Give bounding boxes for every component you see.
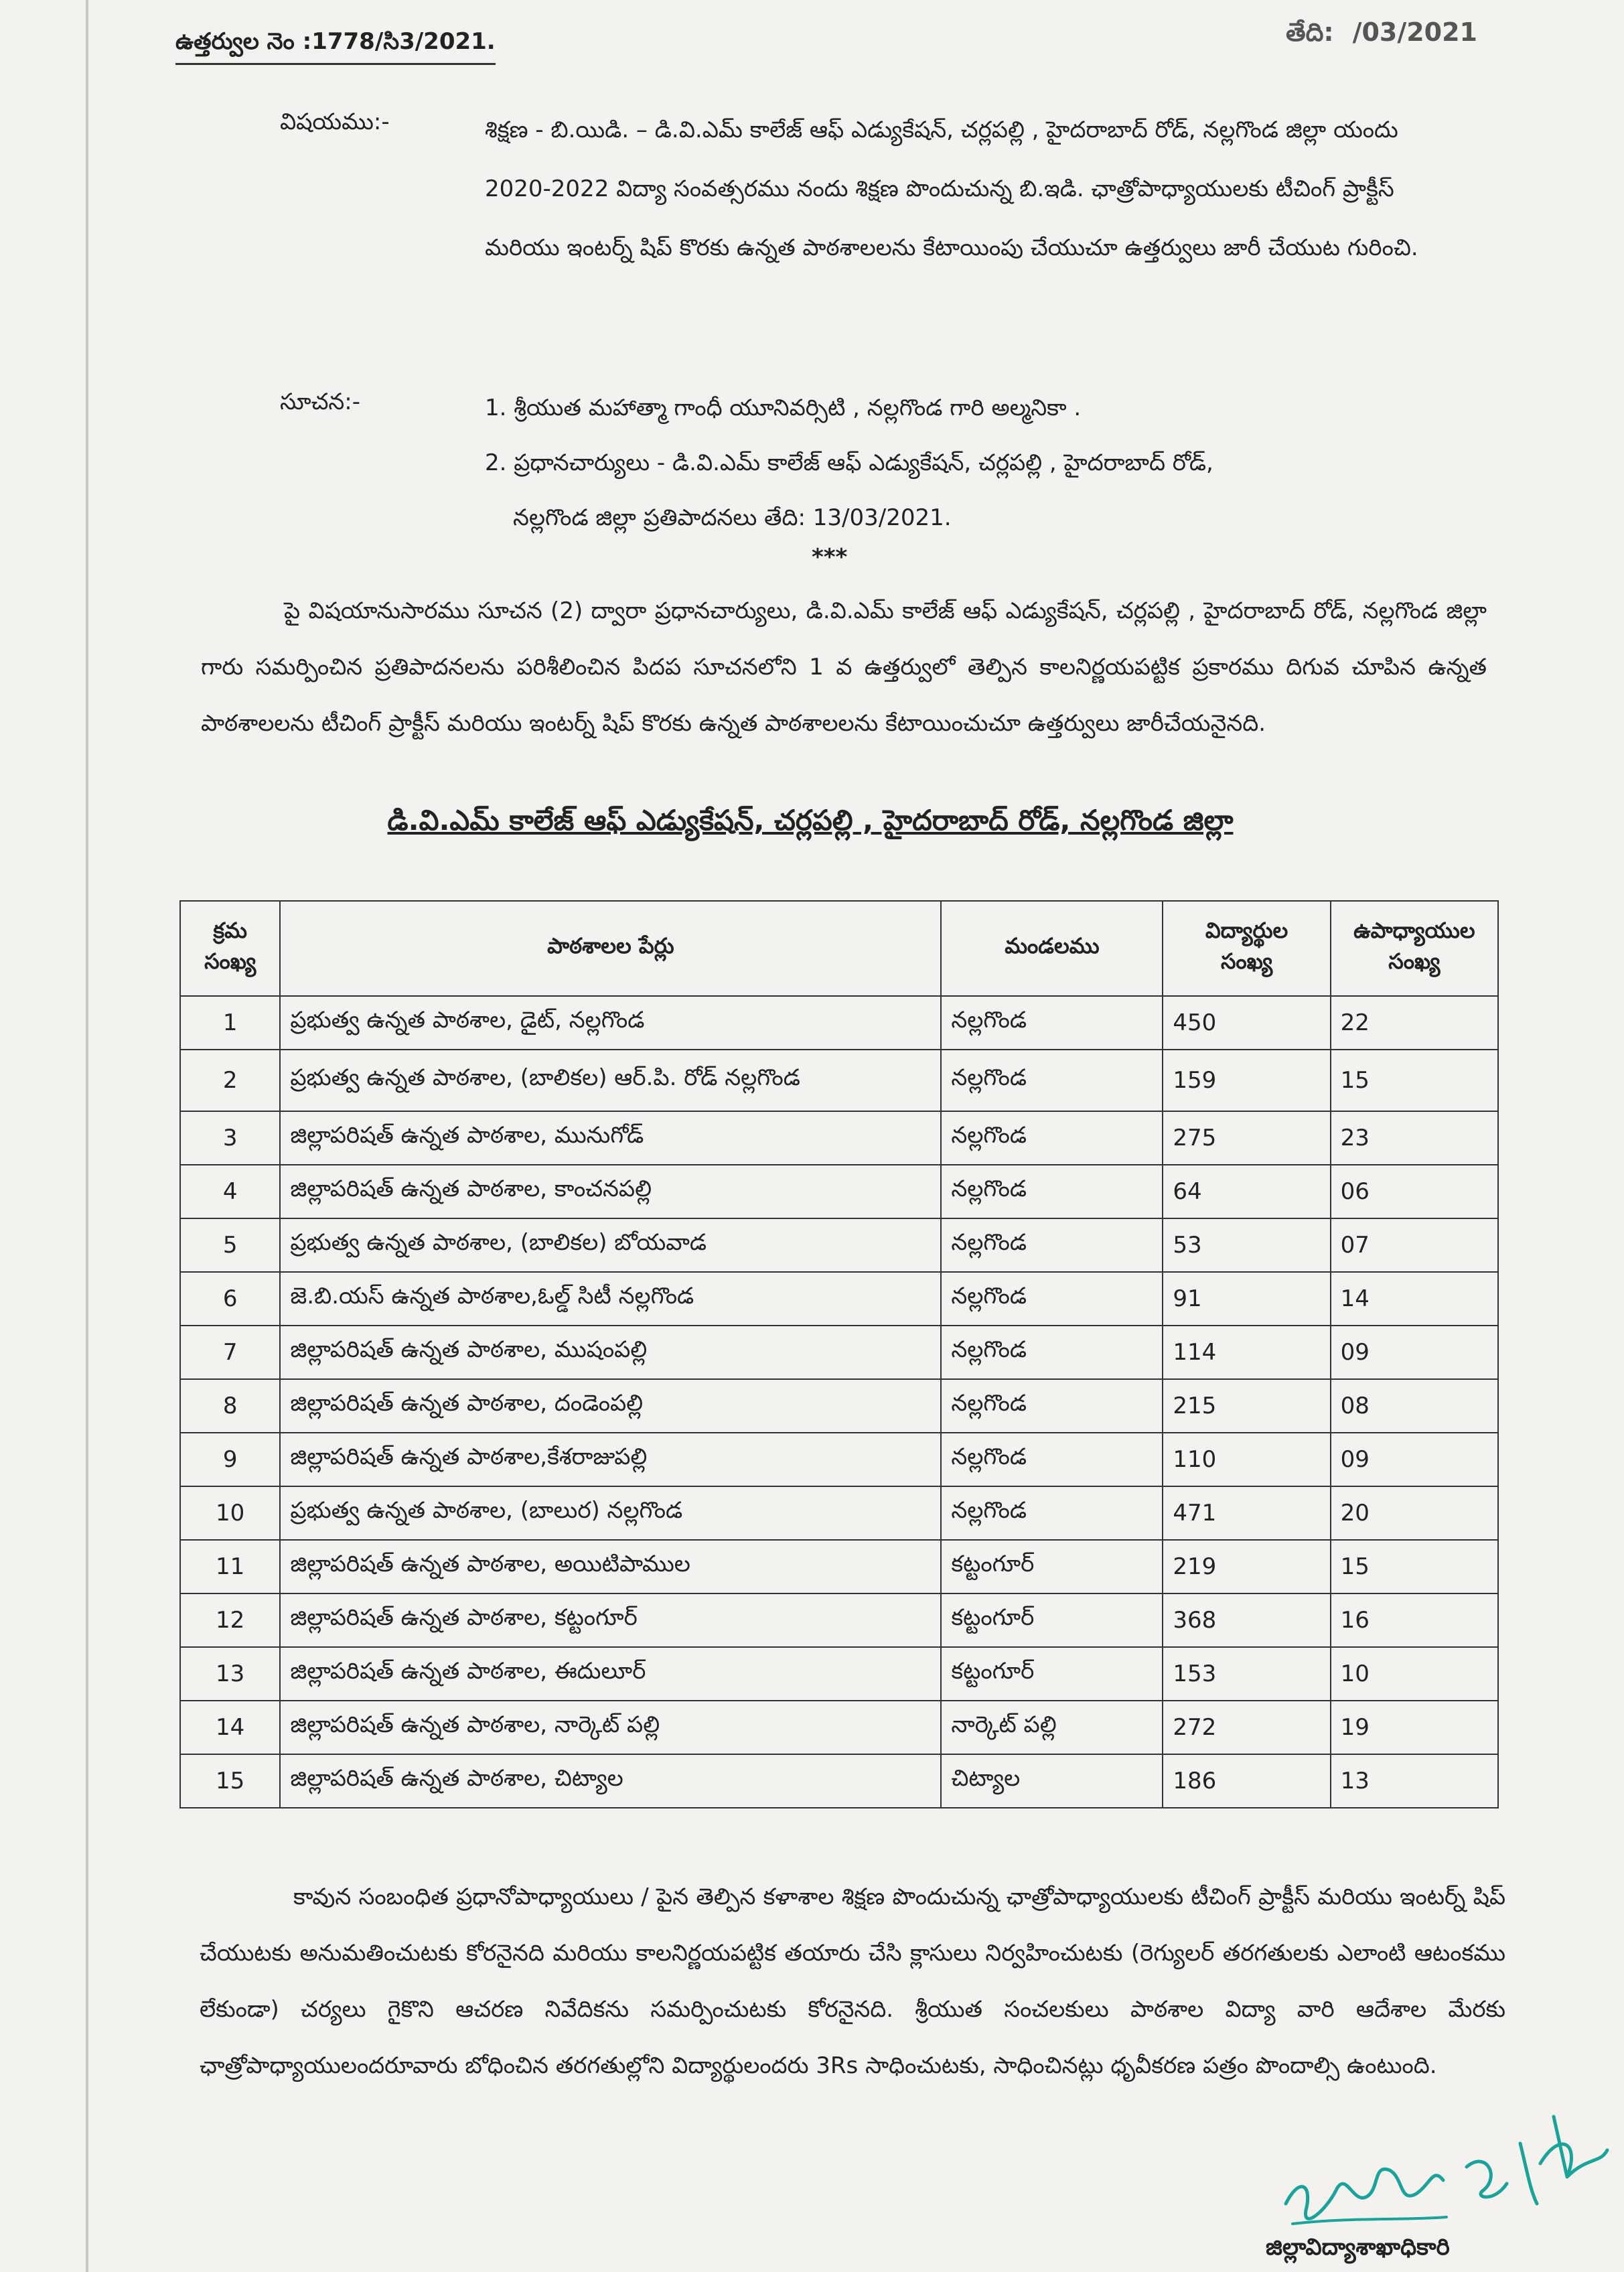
cell-students: 186	[1163, 1754, 1330, 1808]
cell-students: 114	[1163, 1326, 1330, 1379]
cell-teachers: 15	[1331, 1050, 1498, 1111]
cell-teachers: 13	[1331, 1754, 1498, 1808]
signature	[1272, 2103, 1621, 2253]
cell-school: ప్రభుత్వ ఉన్నత పాఠశాల, (బాలికల) బోయవాడ	[280, 1218, 941, 1272]
cell-mandal: నల్లగొండ	[941, 1165, 1163, 1218]
table-row	[180, 1326, 1498, 1379]
cell-serial: 5	[180, 1218, 280, 1272]
table-row	[180, 1111, 1498, 1165]
table-row	[180, 1433, 1498, 1486]
schools-table	[179, 900, 1499, 1808]
cell-students: 153	[1163, 1647, 1330, 1701]
table-row	[180, 996, 1498, 1050]
table-row	[180, 1647, 1498, 1701]
cell-students: 272	[1163, 1701, 1330, 1754]
header-mandal: మండలము	[941, 901, 1163, 996]
reference-list	[485, 380, 1436, 545]
cell-mandal: కట్టంగూర్	[941, 1593, 1163, 1647]
cell-serial: 2	[180, 1050, 280, 1111]
cell-teachers: 20	[1331, 1486, 1498, 1540]
table-row	[180, 1540, 1498, 1593]
cell-students: 219	[1163, 1540, 1330, 1593]
cell-students: 91	[1163, 1272, 1330, 1326]
cell-mandal: నల్లగొండ	[941, 1486, 1163, 1540]
cell-serial: 8	[180, 1379, 280, 1433]
cell-mandal: నల్లగొండ	[941, 1111, 1163, 1165]
reference-item-1: 1. శ్రీయుత మహాత్మా గాంధీ యూనివర్సిటి , నల్లగొండ గారి అల్మనికా .	[485, 395, 1082, 421]
cell-teachers: 09	[1331, 1433, 1498, 1486]
reference-item-2: 2. ప్రధానచార్యులు - డి.వి.ఎమ్ కాలేజ్ ఆఫ్ ఎడ్యుకేషన్, చర్లపల్లి , హైదరాబాద్ రోడ్,	[485, 449, 1213, 476]
date-label: తేది:	[1286, 17, 1334, 47]
table-row	[180, 1272, 1498, 1326]
cell-students: 159	[1163, 1050, 1330, 1111]
cell-school: జిల్లాపరిషత్ ఉన్నత పాఠశాల, అయిటిపాముల	[280, 1540, 941, 1593]
cell-school: జిల్లాపరిషత్ ఉన్నత పాఠశాల, నార్కెట్ పల్లి	[280, 1701, 941, 1754]
cell-mandal: నల్లగొండ	[941, 1218, 1163, 1272]
cell-school: ప్రభుత్వ ఉన్నత పాఠశాల, (బాలికల) ఆర్.పి. రోడ్ నల్లగొండ	[280, 1050, 941, 1111]
cell-teachers: 10	[1331, 1647, 1498, 1701]
subject-text: శిక్షణ - బి.యిడి. – డి.వి.ఎమ్ కాలేజ్ ఆఫ్ ఎడ్యుకేషన్, చర్లపల్లి , హైదరాబాద్ రోడ్, నల్లగొండ జిల్లా యందు 2020-2022 విద్యా సంవత్సరము నందు శిక్షణ పొందుచున్న బి.ఇడి. ఛాత్రోపాధ్యాయులకు టీచింగ్ ప్రాక్టీస్ మరియు ఇంటర్న్ షిప్ కొరకు ఉన్నత పాఠశాలలను కేటాయింపు చేయుచూ ఉత్తర్వులు జారీ చేయుట గురించి.	[485, 117, 1418, 261]
cell-serial: 1	[180, 996, 280, 1050]
reference-label: సూచన:-	[280, 388, 361, 415]
table-row	[180, 1754, 1498, 1808]
subject-label: విషయము:-	[280, 109, 390, 135]
cell-school: ప్రభుత్వ ఉన్నత పాఠశాల, డైట్, నల్లగొండ	[280, 996, 941, 1050]
cell-mandal: నల్లగొండ	[941, 1272, 1163, 1326]
signatory-designation: జిల్లావిద్యాశాఖాధికారి	[1266, 2234, 1450, 2261]
order-number: ఉత్తర్వుల నెం :1778/సి3/2021.	[175, 28, 496, 65]
cell-serial: 3	[180, 1111, 280, 1165]
cell-school: ప్రభుత్వ ఉన్నత పాఠశాల, (బాలుర) నల్లగొండ	[280, 1486, 941, 1540]
order-date	[1286, 17, 1496, 54]
table-header-row	[180, 901, 1498, 996]
cell-students: 368	[1163, 1593, 1330, 1647]
scan-fold-line	[86, 0, 88, 2272]
cell-mandal: నల్లగొండ	[941, 1379, 1163, 1433]
body-paragraph-1: పై విషయానుసారము సూచన (2) ద్వారా ప్రధానచార్యులు, డి.వి.ఎమ్ కాలేజ్ ఆఫ్ ఎడ్యుకేషన్, చర్లపల్లి , హైదరాబాద్ రోడ్, నల్లగొండ జిల్లా గారు సమర్పించిన ప్రతిపాదనలను పరిశీలించిన పిదప సూచనలోని 1 వ ఉత్తర్వులో తెల్పిన కాలనిర్ణయపట్టిక ప్రకారము దిగువ చూపిన ఉన్నత పాఠశాలలను టీచింగ్ ప్రాక్టీస్ మరియు ఇంటర్న్ షిప్ కొరకు ఉన్నత పాఠశాలలను కేటాయించుచూ ఉత్తర్వులు జారీచేయనైనది.	[201, 597, 1487, 737]
cell-teachers: 14	[1331, 1272, 1498, 1326]
cell-students: 275	[1163, 1111, 1330, 1165]
cell-mandal: చిట్యాల	[941, 1754, 1163, 1808]
cell-teachers: 07	[1331, 1218, 1498, 1272]
table-row	[180, 1050, 1498, 1111]
date-value: /03/2021	[1352, 17, 1477, 47]
body-paragraph-2: కావున సంబంధిత ప్రధానోపాధ్యాయులు / పైన తెల్పిన కళాశాల శిక్షణ పొందుచున్న ఛాత్రోపాధ్యాయులకు టీచింగ్ ప్రాక్టీస్ మరియు ఇంటర్న్ షిప్ చేయుటకు అనుమతించుటకు కోరనైనది మరియు కాలనిర్ణయపట్టిక తయారు చేసి క్లాసులు నిర్వహించుటకు (రెగ్యులర్ తరగతులకు ఎలాంటి ఆటంకము లేకుండా) చర్యలు గైకొని ఆచరణ నివేదికను సమర్పించుటకు కోరనైనది. శ్రీయుత సంచలకులు పాఠశాల విద్యా వారి ఆదేశాల మేరకు ఛాత్రోపాధ్యాయులందరూవారు బోధించిన తరగతుల్లోని విద్యార్థులందరు 3Rs సాధించుటకు, సాధించినట్లు ధృవీకరణ పత్రం పొందాల్సి ఉంటుంది.	[200, 1884, 1505, 2079]
cell-teachers: 15	[1331, 1540, 1498, 1593]
table-row	[180, 1486, 1498, 1540]
cell-students: 471	[1163, 1486, 1330, 1540]
cell-students: 110	[1163, 1433, 1330, 1486]
cell-mandal: నల్లగొండ	[941, 1050, 1163, 1111]
cell-students: 53	[1163, 1218, 1330, 1272]
cell-teachers: 22	[1331, 996, 1498, 1050]
cell-serial: 11	[180, 1540, 280, 1593]
reference-item-2-continued: నల్లగొండ జిల్లా ప్రతిపాదనలు తేది: 13/03/2021.	[513, 504, 952, 531]
cell-teachers: 09	[1331, 1326, 1498, 1379]
cell-teachers: 19	[1331, 1701, 1498, 1754]
table-row	[180, 1379, 1498, 1433]
cell-serial: 4	[180, 1165, 280, 1218]
table-row	[180, 1593, 1498, 1647]
cell-school: జిల్లాపరిషత్ ఉన్నత పాఠశాల, కట్టంగూర్	[280, 1593, 941, 1647]
cell-serial: 10	[180, 1486, 280, 1540]
cell-school: జిల్లాపరిషత్ ఉన్నత పాఠశాల, మునుగోడ్	[280, 1111, 941, 1165]
cell-serial: 14	[180, 1701, 280, 1754]
separator: ***	[812, 544, 848, 571]
cell-school: జిల్లాపరిషత్ ఉన్నత పాఠశాల, చిట్యాల	[280, 1754, 941, 1808]
cell-teachers: 08	[1331, 1379, 1498, 1433]
cell-school: జిల్లాపరిషత్ ఉన్నత పాఠశాల, ముషంపల్లి	[280, 1326, 941, 1379]
cell-serial: 7	[180, 1326, 280, 1379]
cell-mandal: నల్లగొండ	[941, 996, 1163, 1050]
cell-teachers: 06	[1331, 1165, 1498, 1218]
cell-teachers: 23	[1331, 1111, 1498, 1165]
cell-mandal: నల్లగొండ	[941, 1433, 1163, 1486]
header-serial-number: క్రమ సంఖ్య	[180, 901, 280, 996]
cell-mandal: కట్టంగూర్	[941, 1540, 1163, 1593]
header-teachers-count: ఉపాధ్యాయుల సంఖ్య	[1331, 901, 1498, 996]
cell-school: జిల్లాపరిషత్ ఉన్నత పాఠశాల, దండెంపల్లి	[280, 1379, 941, 1433]
handwritten-signature-icon	[1272, 2103, 1621, 2251]
cell-school: జిల్లాపరిషత్ ఉన్నత పాఠశాల, కాంచనపల్లి	[280, 1165, 941, 1218]
table-row	[180, 1701, 1498, 1754]
table-row	[180, 1218, 1498, 1272]
cell-serial: 15	[180, 1754, 280, 1808]
cell-school: జిల్లాపరిషత్ ఉన్నత పాఠశాల,కేశరాజుపల్లి	[280, 1433, 941, 1486]
header-students-count: విద్యార్థుల సంఖ్య	[1163, 901, 1330, 996]
cell-serial: 6	[180, 1272, 280, 1326]
cell-students: 215	[1163, 1379, 1330, 1433]
cell-mandal: కట్టంగూర్	[941, 1647, 1163, 1701]
table-row	[180, 1165, 1498, 1218]
cell-mandal: నల్లగొండ	[941, 1326, 1163, 1379]
cell-teachers: 16	[1331, 1593, 1498, 1647]
cell-serial: 9	[180, 1433, 280, 1486]
header-school-name: పాఠశాలల పేర్లు	[280, 901, 941, 996]
cell-mandal: నార్కెట్ పల్లి	[941, 1701, 1163, 1754]
cell-school: జిల్లాపరిషత్ ఉన్నత పాఠశాల, ఈదులూర్	[280, 1647, 941, 1701]
cell-school: జె.బి.యస్ ఉన్నత పాఠశాల,ఓల్డ్ సిటీ నల్లగొండ	[280, 1272, 941, 1326]
cell-students: 450	[1163, 996, 1330, 1050]
cell-serial: 13	[180, 1647, 280, 1701]
cell-students: 64	[1163, 1165, 1330, 1218]
cell-serial: 12	[180, 1593, 280, 1647]
table-title: డి.వి.ఎమ్ కాలేజ్ ఆఫ్ ఎడ్యుకేషన్, చర్లపల్లి , హైదరాబాద్ రోడ్, నల్లగొండ జిల్లా	[387, 804, 1234, 837]
